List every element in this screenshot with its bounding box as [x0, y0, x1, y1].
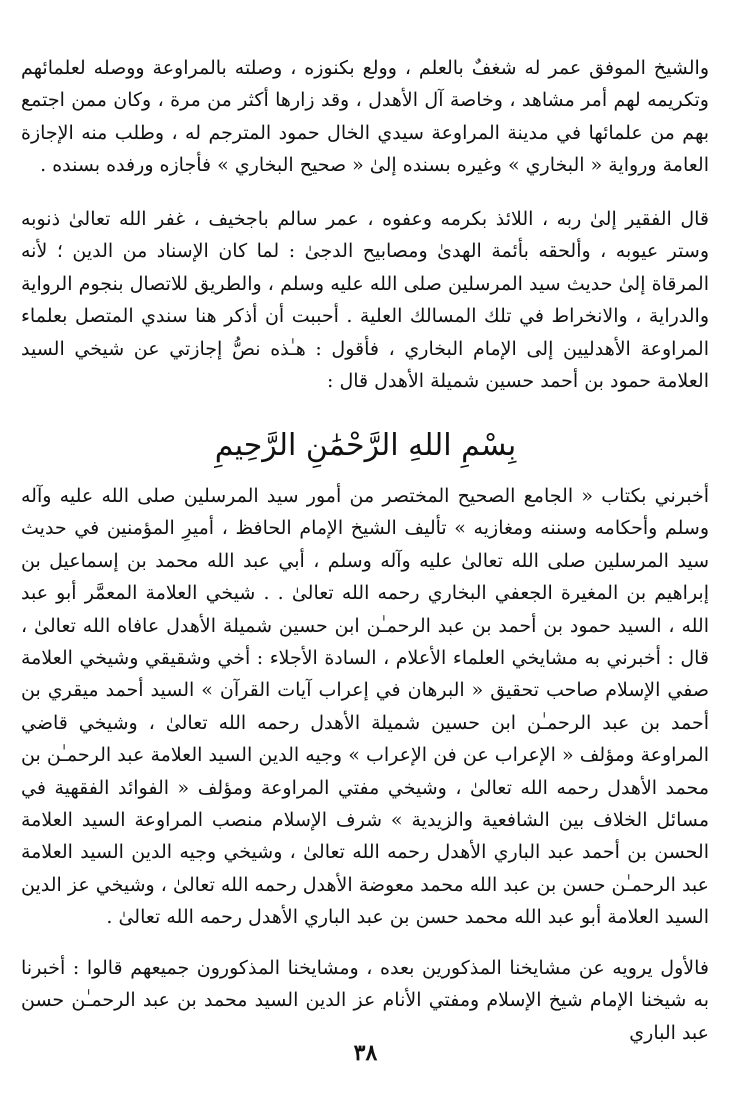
- paragraph-intro: والشيخ الموفق عمر له شغفٌ بالعلم ، وولع بكنوزه ، وصلته بالمراوعة ووصله لعلمائهم وتكريمه لهم أمر مشاهد ، وخاصة آل الأهدل ، وقد زارها أكثر من مرة ، وكان ممن اجتمع بهم من علمائها في مدينة المراوعة سيدي الخال حمود المترجم له ، وطلب منه الإجازة العامة ورواية « البخاري » وغيره بسنده إلىٰ « صحيح البخاري » فأجازه ورفده بسنده .: [21, 57, 709, 177]
- paragraph-author-statement: قال الفقير إلىٰ ربه ، اللائذ بكرمه وعفوه ، عمر سالم باجخيف ، غفر الله تعالىٰ ذنوبه وستر عيوبه ، وألحقه بأئمة الهدىٰ ومصابيح الدجىٰ : لما كان الإسناد من الدين ؛ لأنه المرقاة إلىٰ حديث سيد المرسلين صلى الله عليه وسلم ، والطريق للاتصال بنجوم الرواية والدراية ، والانخراط في تلك المسالك العلية . أحببت أن أذكر هنا سندي المتصل بعلماء المراوعة الأهدليين إلى الإمام البخاري ، فأقول : هـٰذه نصُّ إجازتي عن شيخي السيد العلامة حمود بن أحمد حسين شميلة الأهدل قال :: [21, 208, 709, 393]
- paragraph-chain-continuation: فالأول يرويه عن مشايخنا المذكورين بعده ، ومشايخنا المذكورون جميعهم قالوا : أخبرنا به شيخنا الإمام شيخ الإسلام ومفتي الأنام عز الدين السيد محمد بن عبد الرحمـٰن حسن عبد الباري: [21, 957, 709, 1044]
- paragraph-ijaza-text: أخبرني بكتاب « الجامع الصحيح المختصر من أمور سيد المرسلين صلى الله عليه وآله وسلم وأحكامه وسننه ومغازيه » تأليف الشيخ الإمام الحافظ ، أميرِ المؤمنين في حديث سيد المرسلين صلى الله تعالىٰ عليه وآله وسلم ، أبي عبد الله محمد بن إسماعيل بن إبراهيم بن المغيرة الجعفي البخاري رحمه الله تعالىٰ . . شيخي العلامة المعمَّر أبو عبد الله ، السيد حمود بن أحمد بن عبد الرحمـٰن ابن حسين شميلة الأهدل عافاه الله تعالىٰ ، قال : أخبرني به مشايخي العلماء الأعلام ، السادة الأجلاء : أخي وشقيقي وشيخي العلامة صفي الإسلام صاحب تحقيق « البرهان في إعراب آيات القرآن » السيد أحمد ميقري بن أحمد بن عبد الرحمـٰن ابن حسين شميلة الأهدل رحمه الله تعالىٰ ، وشيخي قاضي المراوعة ومؤلف « الإعراب عن فن الإعراب » وجيه الدين السيد العلامة عبد الرحمـٰن بن محمد الأهدل رحمه الله تعالىٰ ، وشيخي مفتي المراوعة ومؤلف « الفوائد الفقهية في مسائل الخلاف بين الشافعية والزيدية » شرف الإسلام منصب المراوعة السيد العلامة الحسن بن أحمد عبد الباري الأهدل رحمه الله تعالىٰ ، وشيخي وجيه الدين السيد العلامة عبد الرحمـٰن حسن بن عبد الله محمد معوضة الأهدل رحمه الله تعالىٰ ، وشيخي عز الدين السيد العلامة أبو عبد الله محمد حسن بن عبد الباري الأهدل رحمه الله تعالىٰ .: [21, 485, 709, 929]
- basmala-calligraphy: بِسْمِ اللهِ الرَّحْمَٰنِ الرَّحِيمِ: [214, 428, 517, 463]
- page-number: ٣٨: [353, 1040, 378, 1066]
